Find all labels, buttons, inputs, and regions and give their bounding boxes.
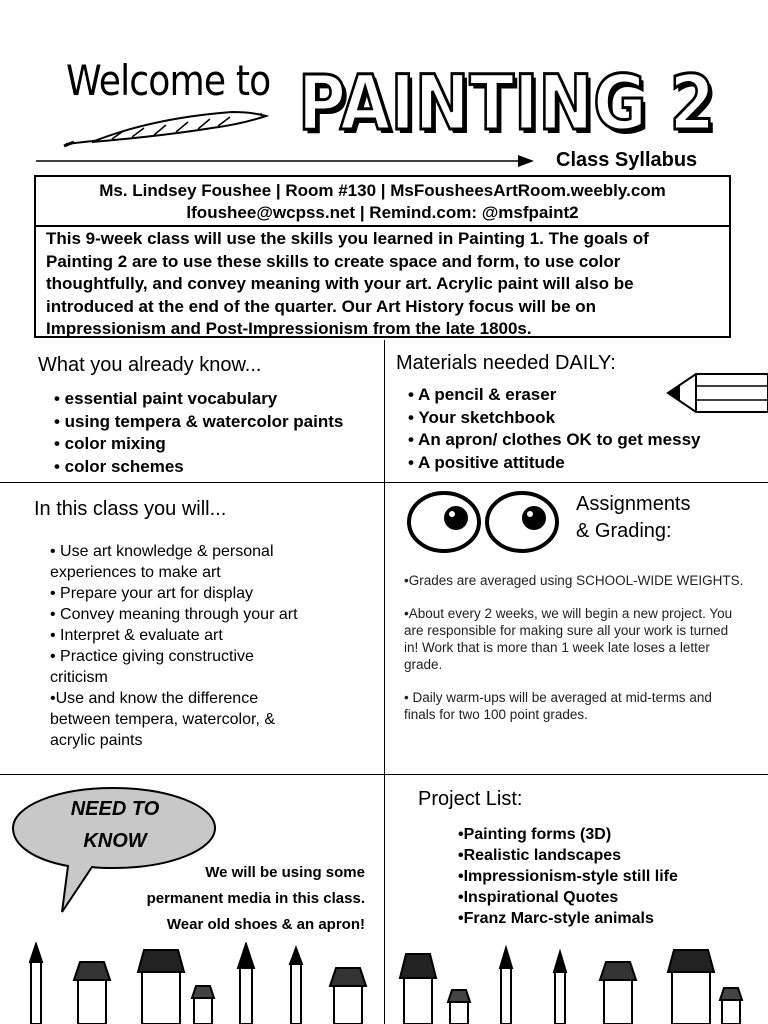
list-item: • A positive attitude — [408, 452, 565, 472]
list-item: • using tempera & watercolor paints — [54, 411, 344, 431]
assignments-title-line: & Grading: — [576, 520, 672, 542]
warning-line: Wear old shoes & an apron! — [166, 916, 365, 933]
list-item: • essential paint vocabulary — [54, 389, 278, 408]
grading-paragraph: •About every 2 weeks, we will begin a new project. You are responsible for making sure all your work is turned in! Work that is more than 1 week late loses a letter grade. — [404, 606, 733, 672]
description-line: thoughtfully, and convey meaning with your art. Acrylic paint will also be — [46, 274, 634, 293]
warning-line: permanent media in this class. — [146, 890, 365, 907]
already-know-title: What you already know... — [38, 354, 262, 376]
need-to-know-line: KNOW — [83, 830, 147, 852]
list-item: •Inspirational Quotes — [458, 889, 619, 906]
welcome-heading: Welcome to — [66, 56, 271, 105]
arrow-icon — [36, 154, 536, 168]
list-item: •Realistic landscapes — [458, 847, 622, 864]
description-line: introduced at the end of the quarter. Our Art History focus will be on — [46, 296, 597, 316]
eyes-icon — [406, 490, 562, 554]
list-item: • color mixing — [54, 434, 166, 453]
quill-icon — [62, 108, 272, 150]
grading-paragraph: • Daily warm-ups will be averaged at mid-terms and finals for two 100 point grades. — [404, 690, 712, 722]
description-line: Painting 2 are to use these skills to create space and form, to use color — [46, 251, 621, 271]
assignments-title — [576, 491, 691, 545]
description-line: Impressionism and Post-Impressionism from the late 1800s. — [46, 319, 532, 338]
list-item: • color schemes — [54, 456, 184, 476]
list-item: between tempera, watercolor, & — [50, 711, 276, 728]
syllabus-label: Class Syllabus — [556, 149, 698, 171]
list-item: •Franz Marc-style animals — [458, 910, 654, 927]
paintbrush-icon — [386, 942, 768, 1024]
list-item: •Painting forms (3D) — [458, 826, 612, 843]
list-item: • An apron/ clothes OK to get messy — [408, 430, 701, 449]
row-divider — [0, 482, 768, 483]
page-title: PAINTING 2 — [298, 58, 715, 147]
list-item: • Interpret & evaluate art — [50, 627, 223, 644]
need-to-know-line: NEED TO — [70, 798, 160, 820]
warning-line: We will be using some — [205, 864, 365, 881]
project-list — [458, 824, 678, 929]
paintbrush-icon — [0, 942, 384, 1024]
contact-info — [36, 177, 729, 227]
list-item: •Use and know the difference — [50, 690, 259, 707]
list-item: • A pencil & eraser — [408, 385, 557, 404]
need-to-know-label — [30, 793, 200, 857]
contact-line-2: lfoushee@wcpss.net | Remind.com: @msfpaint2 — [186, 203, 579, 222]
row-divider — [0, 774, 768, 775]
grading-paragraph: •Grades are averaged using SCHOOL-WIDE WEIGHTS. — [404, 573, 744, 588]
list-item: acrylic paints — [50, 732, 143, 749]
course-description — [36, 227, 729, 341]
list-item: experiences to make art — [50, 564, 221, 581]
list-item: • Use art knowledge & personal — [50, 543, 274, 560]
materials-list — [408, 384, 701, 474]
assignments-title-line: Assignments — [576, 493, 691, 515]
class-goals-title: In this class you will... — [34, 498, 227, 520]
list-item: • Practice giving constructive — [50, 648, 254, 665]
media-warning — [100, 860, 365, 938]
list-item: • Convey meaning through your art — [50, 606, 298, 623]
contact-line-1: Ms. Lindsey Foushee | Room #130 | MsFousheesArtRoom.weebly.com — [99, 181, 666, 200]
materials-title: Materials needed DAILY: — [396, 352, 616, 374]
already-know-list — [54, 388, 343, 478]
info-box — [34, 175, 731, 338]
grading-details — [404, 572, 744, 739]
list-item: •Impressionism-style still life — [458, 868, 678, 885]
project-list-title: Project List: — [418, 788, 523, 810]
list-item: criticism — [50, 669, 108, 686]
column-divider — [384, 340, 385, 1024]
description-line: This 9-week class will use the skills you learned in Painting 1. The goals of — [46, 229, 649, 248]
list-item: • Prepare your art for display — [50, 585, 254, 602]
list-item: • Your sketchbook — [408, 407, 556, 427]
class-goals-list — [50, 541, 298, 751]
